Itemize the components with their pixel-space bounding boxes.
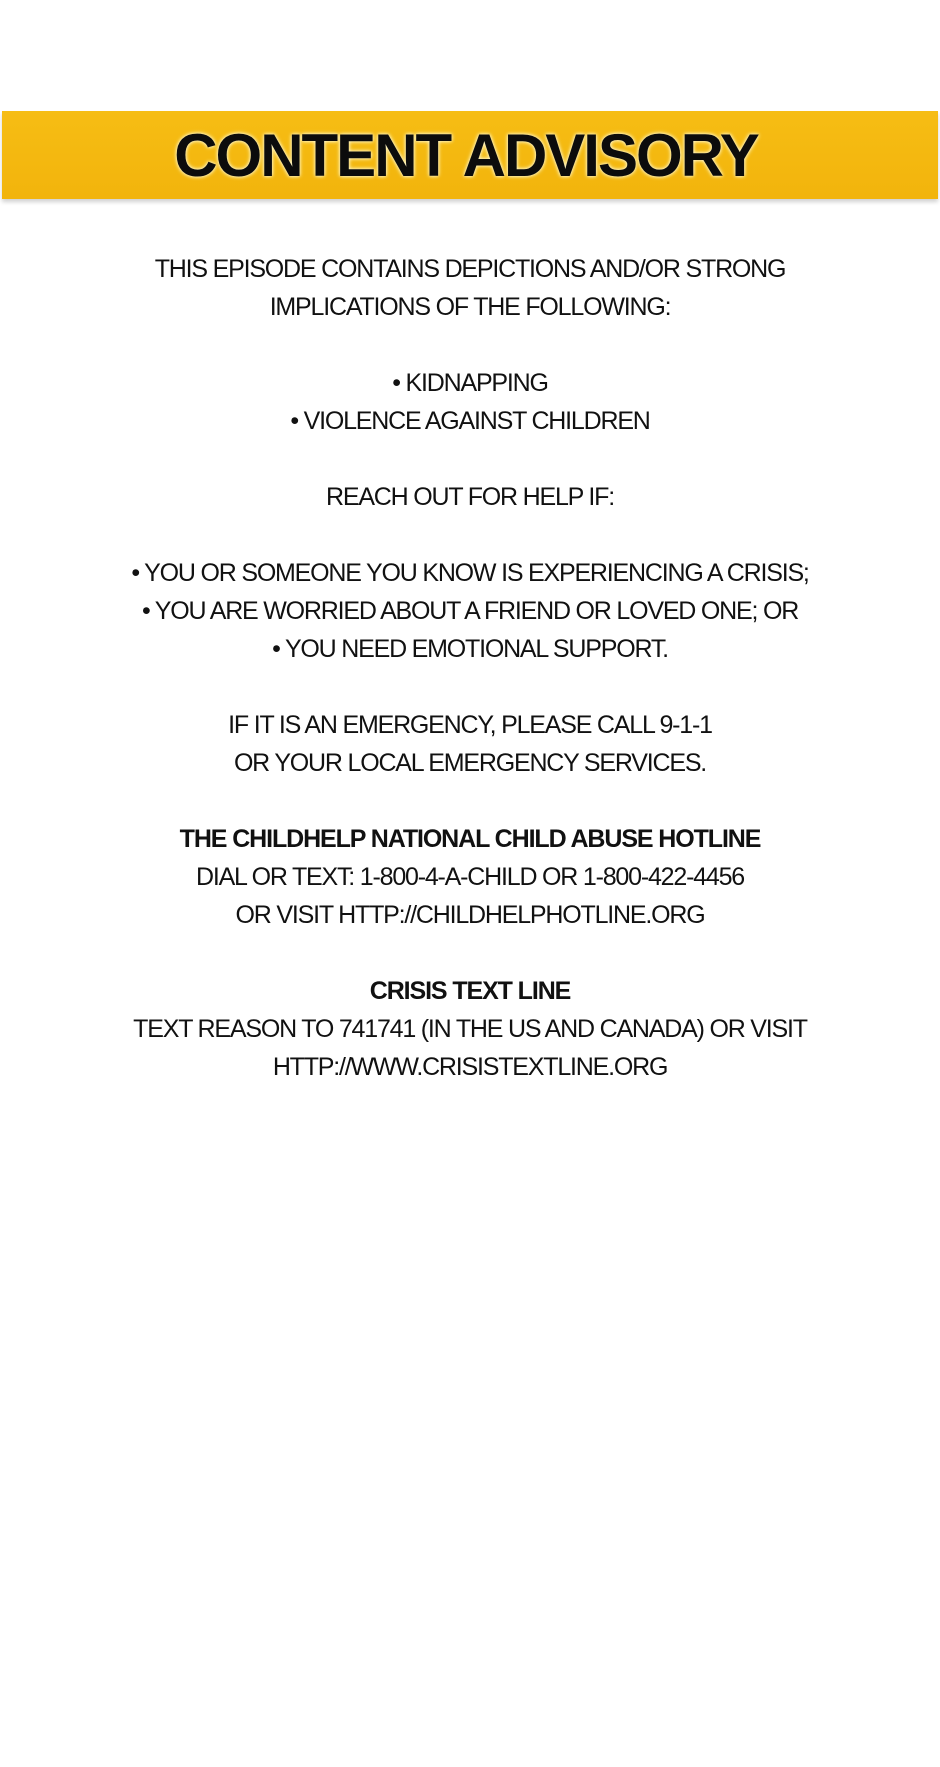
help-item: • YOU NEED EMOTIONAL SUPPORT. xyxy=(272,635,668,663)
childhelp-phone: DIAL OR TEXT: 1-800-4-A-CHILD OR 1-800-422-4456 xyxy=(195,863,745,891)
crisis-heading: CRISIS TEXT LINE xyxy=(369,977,571,1005)
childhelp-link[interactable]: OR VISIT HTTP://CHILDHELPHOTLINE.ORG xyxy=(235,901,705,929)
intro-line: IMPLICATIONS OF THE FOLLOWING: xyxy=(269,293,671,321)
page-title: CONTENT ADVISORY xyxy=(174,121,758,189)
emergency-line: IF IT IS AN EMERGENCY, PLEASE CALL 9-1-1 xyxy=(228,711,712,739)
help-heading: REACH OUT FOR HELP IF: xyxy=(325,483,614,511)
topic-item: • VIOLENCE AGAINST CHILDREN xyxy=(290,407,650,435)
crisis-text-info: TEXT REASON TO 741741 (IN THE US AND CANADA) OR VISIT xyxy=(133,1015,807,1043)
help-item: • YOU ARE WORRIED ABOUT A FRIEND OR LOVED ONE; OR xyxy=(141,597,799,625)
emergency-line: OR YOUR LOCAL EMERGENCY SERVICES. xyxy=(233,749,707,777)
intro-line: THIS EPISODE CONTAINS DEPICTIONS AND/OR STRONG xyxy=(154,255,786,283)
help-item: • YOU OR SOMEONE YOU KNOW IS EXPERIENCING A CRISIS; xyxy=(131,559,809,587)
advisory-content xyxy=(0,250,940,1086)
childhelp-heading: THE CHILDHELP NATIONAL CHILD ABUSE HOTLINE xyxy=(179,825,761,853)
topic-item: • KIDNAPPING xyxy=(392,369,548,397)
crisis-link[interactable]: HTTP://WWW.CRISISTEXTLINE.ORG xyxy=(272,1053,668,1081)
advisory-banner xyxy=(2,111,938,199)
